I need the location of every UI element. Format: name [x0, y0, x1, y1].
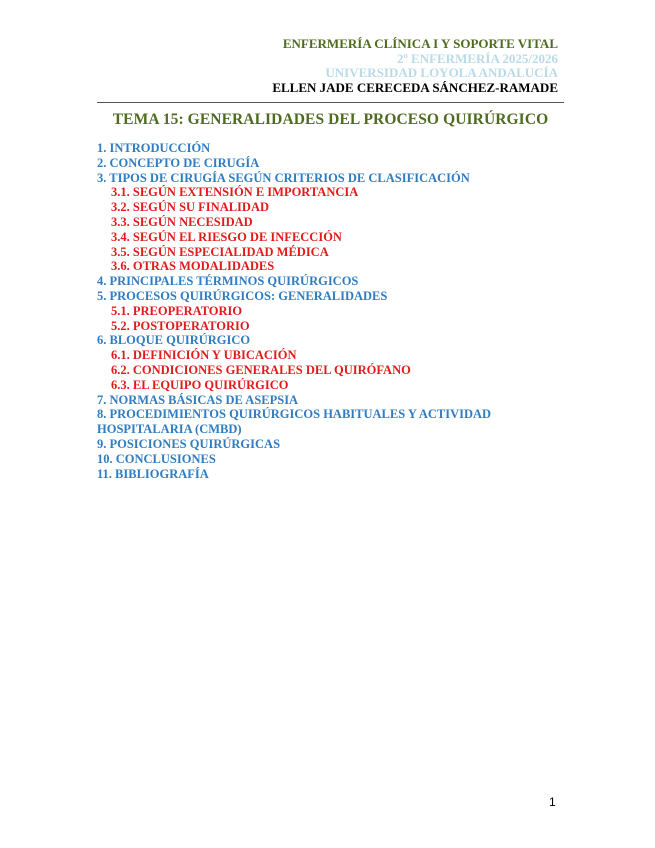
course-year: 2º ENFERMERÍA 2025/2026: [396, 50, 558, 66]
author-name: ELLEN JADE CERECEDA SÁNCHEZ-RAMADE: [272, 79, 558, 95]
toc-item[interactable]: 2. CONCEPTO DE CIRUGÍA: [97, 155, 260, 170]
page-number: 1: [549, 795, 556, 809]
toc-subitem[interactable]: 3.3. SEGÚN NECESIDAD: [111, 214, 253, 229]
toc-item[interactable]: 9. POSICIONES QUIRÚRGICAS: [97, 436, 281, 451]
toc-item[interactable]: 11. BIBLIOGRAFÍA: [97, 466, 209, 481]
toc-subitem[interactable]: 6.2. CONDICIONES GENERALES DEL QUIRÓFANO: [111, 362, 411, 377]
toc-subitem[interactable]: 3.6. OTRAS MODALIDADES: [111, 259, 275, 274]
university-name: UNIVERSIDAD LOYOLA ANDALUCÍA: [325, 65, 558, 80]
document-header: [272, 37, 558, 95]
toc-subitem[interactable]: 5.2. POSTOPERATORIO: [111, 318, 250, 333]
toc-item[interactable]: 8. PROCEDIMIENTOS QUIRÚRGICOS HABITUALES Y ACTIVIDAD HOSPITALARIA (CMBD): [97, 407, 492, 437]
toc-item[interactable]: 1. INTRODUCCIÓN: [97, 141, 211, 155]
toc-subitem[interactable]: 3.5. SEGÚN ESPECIALIDAD MÉDICA: [111, 244, 329, 259]
toc-item[interactable]: 10. CONCLUSIONES: [97, 451, 216, 466]
header-divider: [97, 102, 564, 103]
toc-subitem[interactable]: 3.4. SEGÚN EL RIESGO DE INFECCIÓN: [111, 229, 342, 244]
table-of-contents: [97, 141, 567, 481]
toc-item[interactable]: 4. PRINCIPALES TÉRMINOS QUIRÚRGICOS: [97, 274, 359, 289]
course-name: ENFERMERÍA CLÍNICA I Y SOPORTE VITAL: [282, 36, 558, 51]
toc-subitem[interactable]: 6.3. EL EQUIPO QUIRÚRGICO: [111, 377, 289, 392]
toc-item[interactable]: 6. BLOQUE QUIRÚRGICO: [97, 333, 251, 348]
toc-subitem[interactable]: 6.1. DEFINICIÓN Y UBICACIÓN: [111, 348, 297, 363]
toc-item[interactable]: 7. NORMAS BÁSICAS DE ASEPSIA: [97, 392, 299, 407]
toc-item[interactable]: 5. PROCESOS QUIRÚRGICOS: GENERALIDADES: [97, 288, 388, 303]
toc-item[interactable]: 3. TIPOS DE CIRUGÍA SEGÚN CRITERIOS DE CLASIFICACIÓN: [97, 170, 470, 185]
toc-subitem[interactable]: 3.1. SEGÚN EXTENSIÓN E IMPORTANCIA: [111, 185, 359, 200]
toc-subitem[interactable]: 5.1. PREOPERATORIO: [111, 303, 243, 318]
toc-subitem[interactable]: 3.2. SEGÚN SU FINALIDAD: [111, 200, 270, 215]
page-title: TEMA 15: GENERALIDADES DEL PROCESO QUIRÚRGICO: [112, 111, 549, 128]
